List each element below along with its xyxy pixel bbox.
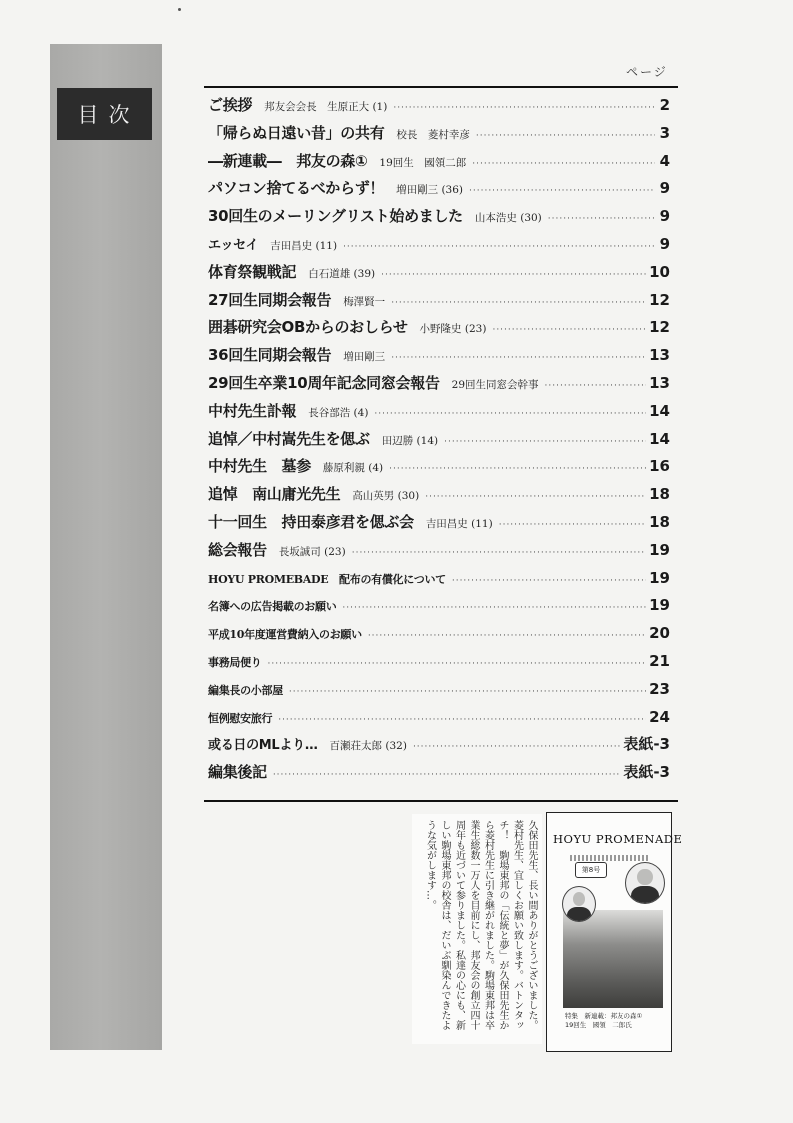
toc-entry-page: 12 bbox=[649, 290, 670, 309]
toc-entry-title: 事務局便り bbox=[208, 655, 262, 669]
toc-entry-page: 10 bbox=[649, 262, 670, 281]
toc-entry-page: 19 bbox=[649, 596, 670, 615]
toc-entry-author: 長谷部浩 (4) bbox=[308, 406, 369, 419]
toc-entry bbox=[208, 620, 670, 648]
toc-entry bbox=[208, 648, 670, 676]
toc-entry-author: 吉田昌史 (11) bbox=[270, 239, 338, 252]
toc-entry-author: 小野隆史 (23) bbox=[419, 323, 487, 336]
toc-entry bbox=[208, 92, 670, 120]
toc-entry-title: HOYU PROMEBADE 配布の有償化について bbox=[208, 572, 446, 586]
cover-footer-line-2: 19回生 國領 二郎氏 bbox=[565, 1021, 632, 1029]
dot-leader bbox=[343, 234, 655, 262]
toc-entry-author: 高山英男 (30) bbox=[352, 490, 420, 503]
toc-entry bbox=[208, 231, 670, 259]
toc-entry-title: 名簿への広告掲載のお願い bbox=[208, 600, 337, 614]
toc-entry-author: 百瀬荘太郎 (32) bbox=[329, 740, 407, 753]
editor-note-text: 久保田先生、長い間ありがとうございました。菱村先生、宜しくお願い致します。バトンタッチ！ 駒場東邦の「伝統と夢」が久保田先生から菱村先生に引き継がれました。駒場東邦は卒業生総数一万人を目前にし、邦友会の創立四十周年も近づいて参りました。私達の心にも、新しい駒場東邦の校舎は、だいぶ馴染んできたような気がします…。 bbox=[424, 820, 537, 1030]
toc-entry-title: 総会報告 bbox=[208, 540, 267, 559]
cover-building-photo bbox=[563, 910, 663, 1008]
toc-entry-title: 29回生卒業10周年記念同窓会報告 bbox=[208, 373, 440, 392]
toc-entry-page: 18 bbox=[649, 485, 670, 504]
sidebar-band bbox=[50, 44, 162, 1050]
toc-entry-title: 36回生同期会報告 bbox=[208, 346, 332, 365]
toc-entry bbox=[208, 704, 670, 732]
toc-entry bbox=[208, 203, 670, 231]
toc-entry-title: ご挨拶 bbox=[208, 96, 253, 114]
dot-leader bbox=[352, 540, 646, 568]
dot-leader bbox=[452, 568, 646, 596]
scan-speck bbox=[178, 8, 181, 11]
toc-entry bbox=[208, 537, 670, 565]
dot-leader bbox=[273, 762, 621, 790]
toc-entry bbox=[208, 342, 670, 370]
toc-entry bbox=[208, 453, 670, 481]
toc-entry bbox=[208, 759, 670, 787]
toc-entry-page: 9 bbox=[659, 179, 670, 198]
dot-leader bbox=[389, 456, 646, 484]
toc-entry-author: 邦友会会長 生原正大 (1) bbox=[264, 101, 388, 113]
dot-leader bbox=[278, 707, 646, 735]
toc-entry-author: 29回生同窓会幹事 bbox=[451, 378, 539, 391]
dot-leader bbox=[342, 595, 646, 623]
toc-entry-title: 追悼 南山庸光先生 bbox=[208, 485, 341, 504]
dot-leader bbox=[413, 734, 620, 762]
toc-entry bbox=[208, 287, 670, 315]
dot-leader bbox=[268, 651, 647, 679]
toc-entry-title: 平成10年度運営費納入のお願い bbox=[208, 628, 362, 642]
toc-entry-title: 27回生同期会報告 bbox=[208, 290, 332, 309]
toc-entry-author: 増田剛三 (36) bbox=[396, 184, 464, 197]
toc-entry-title: 「帰らぬ日遠い昔」の共有 bbox=[208, 123, 385, 142]
toc-entry-author: 田辺勝 (14) bbox=[381, 434, 439, 447]
dot-leader bbox=[545, 373, 647, 401]
dot-leader bbox=[425, 484, 646, 512]
toc-entry bbox=[208, 426, 670, 454]
toc-entry-page: 13 bbox=[649, 346, 670, 365]
toc-entry bbox=[208, 314, 670, 342]
toc-entry-title: 30回生のメーリングリスト始めました bbox=[208, 207, 463, 226]
dot-leader bbox=[391, 290, 646, 318]
toc-entry-author: 吉田昌史 (11) bbox=[425, 517, 493, 530]
toc-entry bbox=[208, 592, 670, 620]
toc-entry-page: 12 bbox=[649, 318, 670, 337]
toc-entry-page: 3 bbox=[659, 123, 670, 142]
toc-entry-title: エッセイ bbox=[208, 237, 259, 253]
toc-entry-author: 増田剛三 bbox=[343, 351, 386, 364]
toc-entry bbox=[208, 398, 670, 426]
toc-entry-title: ―新連載― 邦友の森① bbox=[208, 151, 368, 170]
dot-leader bbox=[381, 262, 646, 290]
toc-entry-author: 長坂誠司 (23) bbox=[278, 545, 346, 558]
dot-leader bbox=[444, 429, 646, 457]
dot-leader bbox=[469, 178, 655, 206]
cover-footer bbox=[565, 1012, 665, 1030]
page-column-label: ページ bbox=[626, 65, 668, 79]
portrait-photo-1 bbox=[562, 886, 596, 922]
dot-leader bbox=[476, 123, 655, 151]
cover-logo: HOYU PROMENADE bbox=[553, 832, 683, 846]
toc-entry-author: 梅澤賢一 bbox=[343, 295, 386, 308]
toc-entry-page: 23 bbox=[649, 679, 670, 698]
toc-entry bbox=[208, 370, 670, 398]
dot-leader bbox=[472, 151, 655, 179]
toc-entry-title: パソコン捨てるべからず！ bbox=[208, 179, 385, 198]
toc-entry-title: 中村先生 墓参 bbox=[208, 457, 311, 476]
toc-entry-title: 囲碁研究会OBからのおしらせ bbox=[208, 318, 408, 337]
toc-entry-author: 山本浩史 (30) bbox=[474, 212, 542, 225]
toc-entry-page: 14 bbox=[649, 429, 670, 448]
toc-heading: 目次 bbox=[57, 88, 152, 140]
toc-entry bbox=[208, 509, 670, 537]
toc-entry-author: 藤原利親 (4) bbox=[322, 462, 384, 475]
toc-entry-title: 恒例慰安旅行 bbox=[208, 711, 273, 725]
toc-entry-page: 16 bbox=[649, 457, 670, 476]
portrait-photo-2 bbox=[625, 862, 665, 904]
toc-entry bbox=[208, 148, 670, 176]
toc-entry-page: 19 bbox=[649, 540, 670, 559]
toc-entry-page: 14 bbox=[649, 401, 670, 420]
toc-entry-title: 体育祭観戦記 bbox=[208, 262, 297, 281]
cover-issue-tag: 第8号 bbox=[575, 862, 607, 878]
toc-entry-page: 13 bbox=[649, 373, 670, 392]
toc-entry bbox=[208, 175, 670, 203]
toc-entry-title: 或る日のMLより… bbox=[208, 738, 318, 754]
toc-entry-author: 19回生 國領二郎 bbox=[379, 156, 467, 169]
toc-entry-title: 編集長の小部屋 bbox=[208, 683, 283, 697]
dot-leader bbox=[391, 345, 646, 373]
dot-leader bbox=[548, 206, 655, 234]
toc-entry-page: 表紙-3 bbox=[623, 735, 670, 754]
dot-leader bbox=[492, 317, 646, 345]
toc-entry bbox=[208, 731, 670, 759]
toc-entry-page: 表紙-3 bbox=[623, 763, 670, 782]
table-of-contents bbox=[208, 92, 670, 787]
toc-entry bbox=[208, 676, 670, 704]
toc-entry-page: 20 bbox=[649, 624, 670, 643]
toc-entry-page: 9 bbox=[659, 207, 670, 226]
toc-entry-author: 校長 菱村幸彦 bbox=[396, 128, 470, 141]
toc-entry-title: 十一回生 持田泰彦君を偲ぶ会 bbox=[208, 512, 414, 531]
toc-entry-page: 21 bbox=[649, 651, 670, 670]
dot-leader bbox=[374, 401, 646, 429]
cover-subtitle-line bbox=[570, 855, 650, 861]
dot-leader bbox=[368, 623, 646, 651]
dot-leader bbox=[393, 95, 655, 123]
toc-entry-page: 9 bbox=[659, 234, 670, 253]
toc-entry bbox=[208, 481, 670, 509]
toc-entry-page: 19 bbox=[649, 568, 670, 587]
toc-entry bbox=[208, 120, 670, 148]
toc-entry-title: 中村先生訃報 bbox=[208, 401, 297, 420]
dot-leader bbox=[499, 512, 646, 540]
toc-entry bbox=[208, 565, 670, 593]
toc-entry-page: 2 bbox=[659, 96, 670, 114]
toc-entry-page: 24 bbox=[649, 707, 670, 726]
toc-entry-title: 追悼／中村嵩先生を偲ぶ bbox=[208, 429, 370, 448]
cover-footer-line-1: 特集 新連載：邦友の森① bbox=[565, 1012, 643, 1020]
toc-entry-page: 18 bbox=[649, 512, 670, 531]
top-divider bbox=[204, 86, 678, 88]
toc-entry bbox=[208, 259, 670, 287]
bottom-divider bbox=[204, 800, 678, 802]
toc-entry-page: 4 bbox=[659, 151, 670, 170]
dot-leader bbox=[289, 679, 646, 707]
toc-entry-title: 編集後記 bbox=[208, 763, 267, 782]
toc-entry-author: 白石道雄 (39) bbox=[308, 267, 376, 280]
